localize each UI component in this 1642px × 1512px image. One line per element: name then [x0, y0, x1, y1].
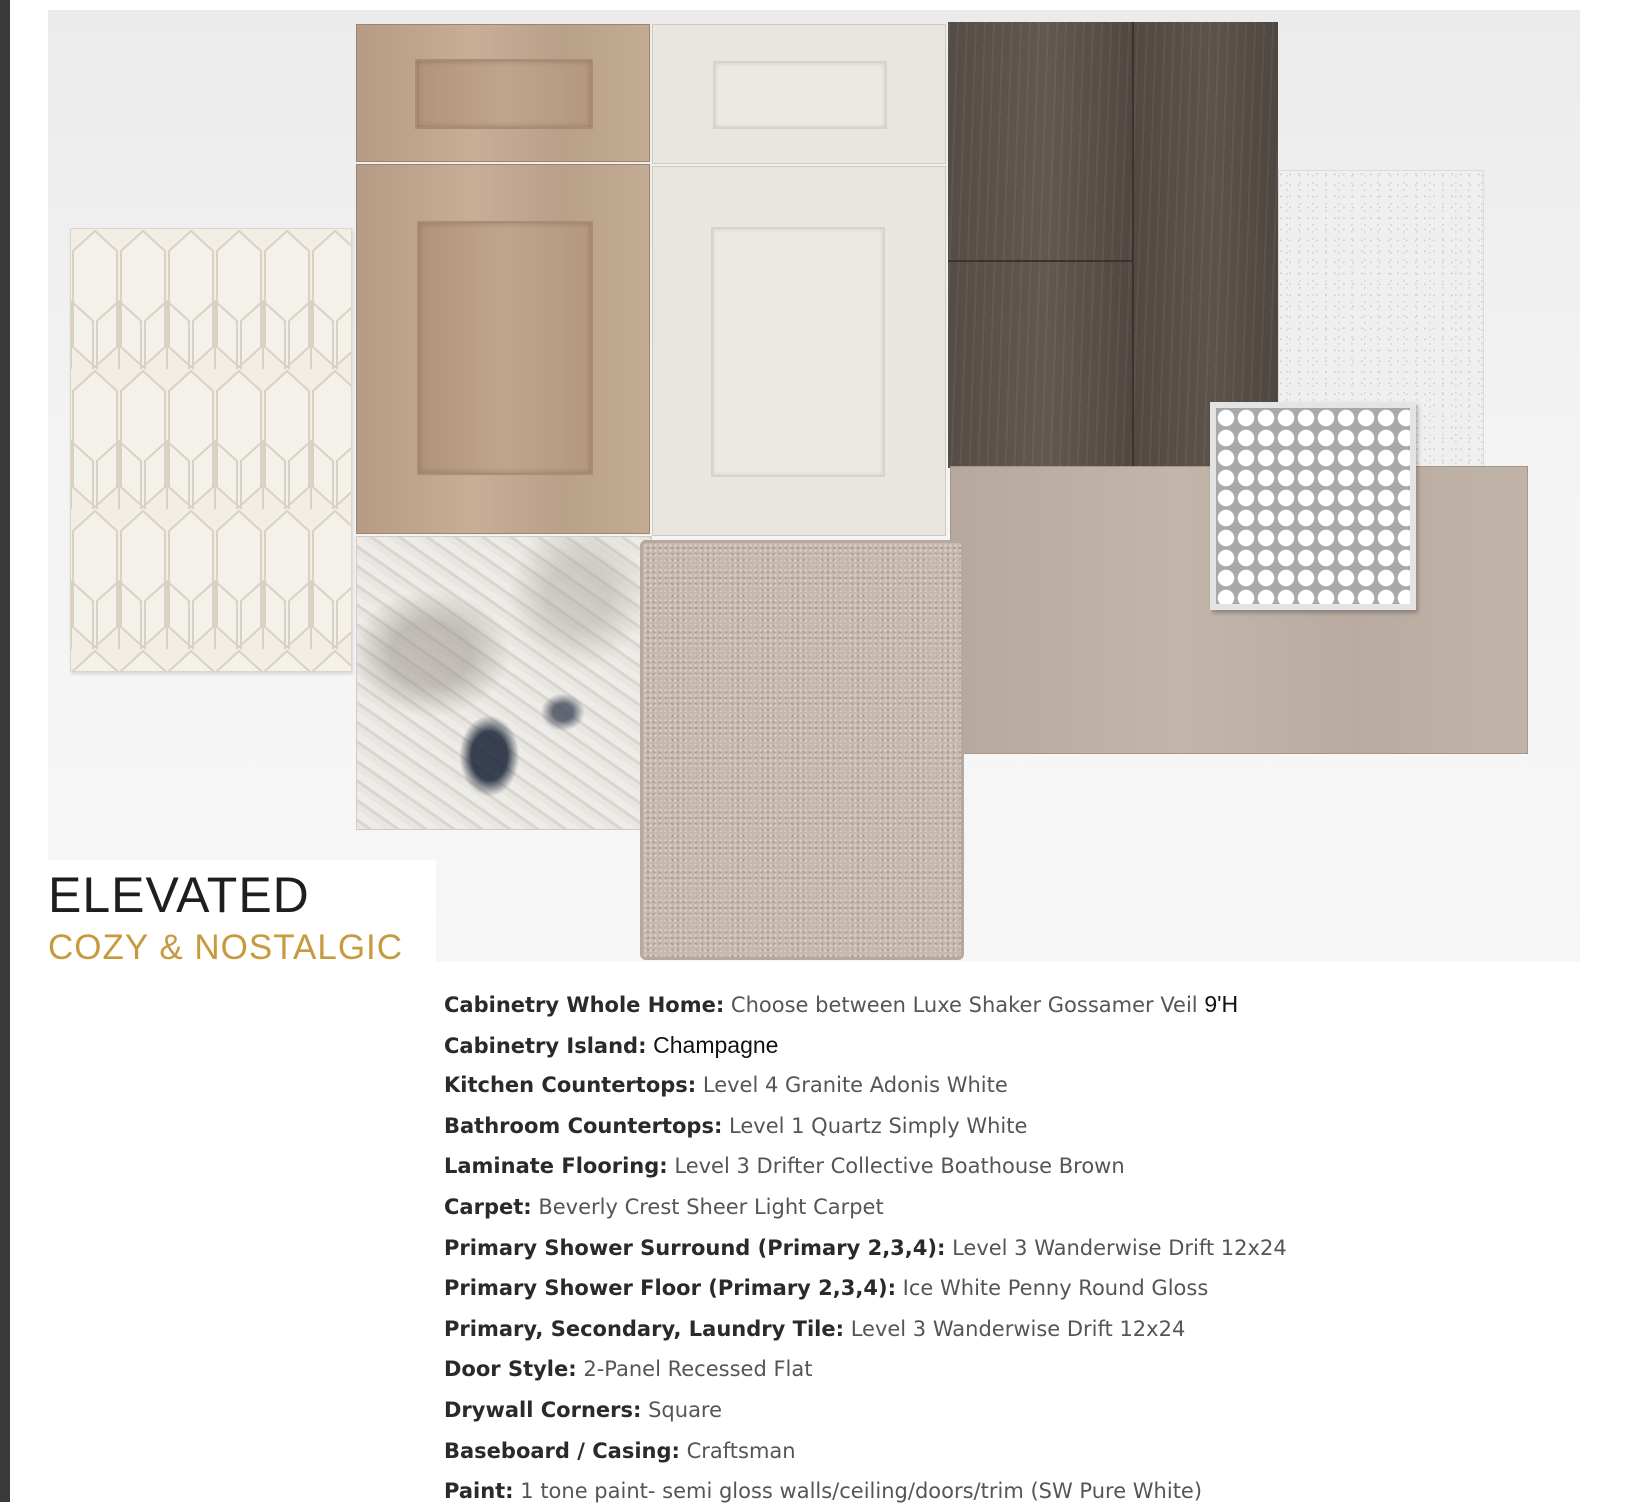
- spec-item-laminate-flooring: Laminate Flooring: Level 3 Drifter Collective Boathouse Brown: [444, 1154, 1125, 1179]
- spec-item-cabinetry-whole-home: Cabinetry Whole Home: Choose between Luxe Shaker Gossamer Veil 9'H: [444, 991, 1239, 1017]
- elongated-hexagon-tile-pattern: [71, 229, 351, 671]
- title-block: [48, 860, 436, 967]
- spec-item-cabinetry-island: Cabinetry Island: Champagne: [444, 1031, 779, 1058]
- white-cabinet-drawer-sample: [652, 24, 946, 164]
- spec-item-primary-shower-surround: Primary Shower Surround (Primary 2,3,4): Level 3 Wanderwise Drift 12x24: [444, 1235, 1287, 1260]
- spec-item-drywall-corners: Drywall Corners: Square: [444, 1397, 723, 1422]
- oak-cabinet-door-sample: [356, 164, 650, 534]
- spec-item-primary-shower-floor: Primary Shower Floor (Primary 2,3,4): Ice White Penny Round Gloss: [444, 1276, 1209, 1301]
- spec-item-kitchen-countertops: Kitchen Countertops: Level 4 Granite Adonis White: [444, 1073, 1008, 1098]
- oak-cabinet-drawer-sample: [356, 24, 650, 162]
- spec-item-paint: Paint: 1 tone paint- semi gloss walls/ceiling/doors/trim (SW Pure White): [444, 1479, 1203, 1504]
- spec-item-bathroom-countertops: Bathroom Countertops: Level 1 Quartz Simply White: [444, 1113, 1028, 1138]
- carpet-sample: [640, 540, 964, 960]
- spec-list: [444, 984, 1594, 1512]
- spec-item-door-style: Door Style: 2-Panel Recessed Flat: [444, 1357, 813, 1382]
- spec-item-laundry-tile: Primary, Secondary, Laundry Tile: Level 3 Wanderwise Drift 12x24: [444, 1316, 1186, 1341]
- material-board-photo: [48, 10, 1580, 962]
- white-cabinet-door-sample: [652, 166, 946, 536]
- collection-subtitle: COZY & NOSTALGIC: [48, 928, 404, 967]
- viewer-edge-bar: [0, 0, 10, 1502]
- granite-countertop-sample: [356, 536, 652, 830]
- spec-item-baseboard-casing: Baseboard / Casing: Craftsman: [444, 1438, 796, 1463]
- collection-title: ELEVATED: [48, 867, 310, 923]
- penny-round-tile-sample: [1210, 402, 1416, 610]
- spec-item-carpet: Carpet: Beverly Crest Sheer Light Carpet: [444, 1194, 884, 1219]
- backsplash-tile-sample: [70, 228, 352, 672]
